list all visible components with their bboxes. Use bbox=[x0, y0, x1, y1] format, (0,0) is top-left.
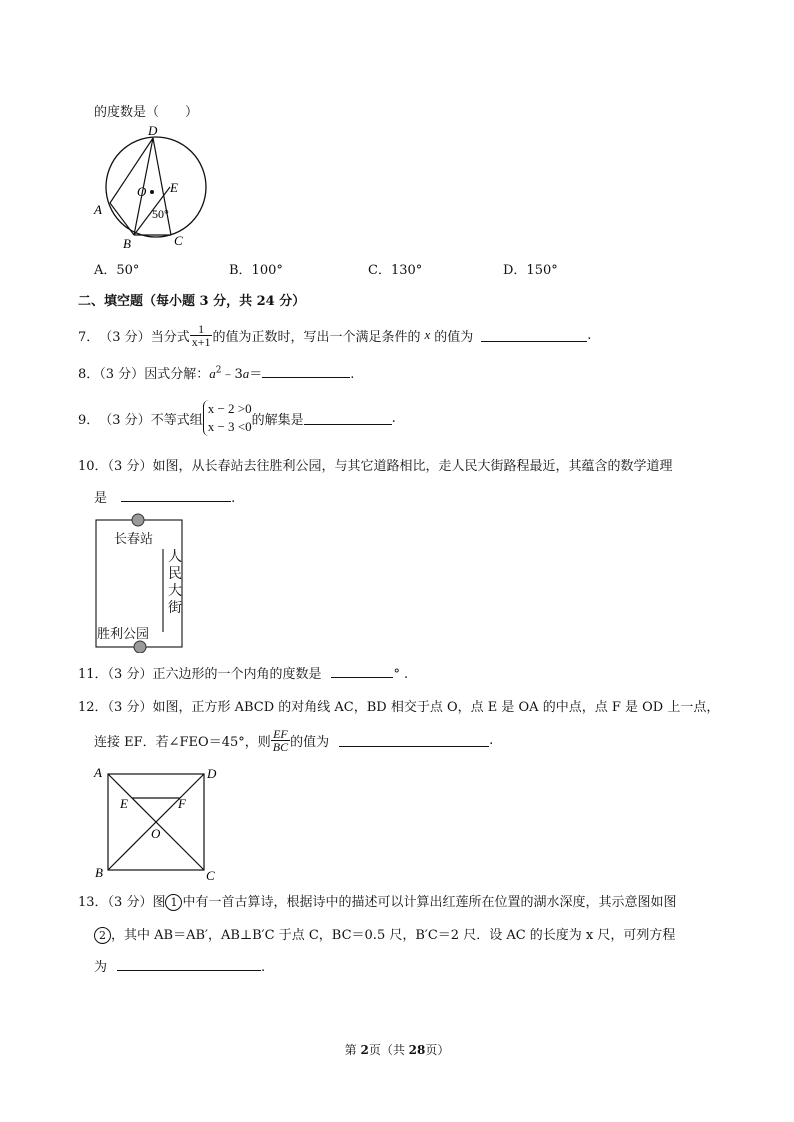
q10-map-figure bbox=[92, 513, 192, 653]
q12-fraction bbox=[271, 728, 290, 753]
park-marker bbox=[134, 641, 146, 653]
question-7 bbox=[78, 320, 591, 350]
q12-number: 12． bbox=[78, 700, 108, 715]
sq-label-D: D bbox=[207, 766, 217, 781]
station-marker bbox=[132, 514, 144, 526]
question-13-line1 bbox=[78, 891, 676, 911]
q7-pre: 当分式 bbox=[150, 329, 190, 345]
q7-post: 的值为 bbox=[434, 329, 474, 345]
section-heading: 二、填空题（每小题 3 分，共 24 分） bbox=[78, 294, 306, 309]
q12-post2: 的值为 bbox=[290, 734, 330, 750]
q6-option-a: A．50° bbox=[94, 263, 140, 278]
q13-text2: ，其中 AB＝AB′，AB⊥B′C 于点 C，BC＝0.5 尺，B′C＝2 尺．设 AC 的长度为 x 尺，可列方程 bbox=[111, 928, 676, 943]
q13-circled-2: 2 bbox=[94, 927, 111, 944]
sq-label-B: B bbox=[95, 865, 103, 880]
q7-var: x bbox=[424, 327, 431, 342]
q10-score: （3 分） bbox=[107, 459, 153, 474]
q9-line1: x − 2 >0 bbox=[207, 401, 252, 417]
q12-end: . bbox=[489, 732, 494, 748]
label-O: O bbox=[137, 184, 147, 199]
q10-end: . bbox=[231, 491, 236, 506]
page-footer: 第 2页（共 28页） bbox=[344, 1043, 450, 1057]
label-D: D bbox=[148, 123, 158, 138]
q11-unit: ° bbox=[393, 667, 400, 682]
q12-frac-num: EF bbox=[271, 728, 290, 741]
q9-number: 9． bbox=[78, 412, 100, 428]
q12-pre2: 连接 EF．若∠FEO＝45°，则 bbox=[94, 734, 271, 750]
q10-text1: 如图，从长春站去往胜利公园，与其它道路相比，走人民大街路程最近，其蕴含的数学道理 bbox=[152, 459, 673, 474]
q9-post: 的解集是 bbox=[251, 412, 304, 428]
q7-answer-blank[interactable] bbox=[481, 329, 587, 342]
footer-total-pages: 28 bbox=[408, 1043, 426, 1057]
q6-option-c: C．130° bbox=[368, 263, 423, 278]
q11-pre: 正六边形的一个内角的度数是 bbox=[152, 667, 322, 682]
question-13-line3 bbox=[94, 956, 265, 975]
q12-frac-den: BC bbox=[272, 739, 289, 754]
q10-answer-blank[interactable] bbox=[121, 489, 231, 502]
q7-fraction bbox=[190, 323, 213, 348]
question-10-line1 bbox=[78, 455, 672, 474]
question-13-line2 bbox=[94, 924, 675, 944]
center-dot bbox=[150, 190, 154, 194]
q11-score: （3 分） bbox=[107, 667, 153, 682]
q11-end: . bbox=[403, 667, 409, 682]
q13-text1a: 图 bbox=[152, 895, 166, 910]
question-11 bbox=[78, 663, 408, 682]
q12-score: （3 分） bbox=[107, 700, 153, 715]
sq-label-E: E bbox=[120, 796, 128, 811]
station-label: 长春站 bbox=[114, 532, 154, 547]
q10-number: 10． bbox=[78, 459, 108, 474]
q13-text3: 为 bbox=[94, 960, 108, 975]
footer-page-number: 2 bbox=[360, 1043, 369, 1057]
label-C: C bbox=[174, 233, 183, 248]
q13-circled-1: 1 bbox=[165, 894, 182, 911]
q8-eq: ＝ bbox=[249, 367, 263, 382]
label-B: B bbox=[123, 236, 131, 251]
question-12-line1 bbox=[78, 696, 719, 715]
question-12-line2 bbox=[94, 723, 493, 757]
q13-answer-blank[interactable] bbox=[117, 958, 261, 971]
q6-text: 的度数是（ ） bbox=[94, 105, 199, 120]
q11-number: 11． bbox=[78, 667, 108, 682]
sq-label-A: A bbox=[94, 765, 102, 780]
label-angle: 50° bbox=[152, 207, 169, 221]
q6-circle-figure bbox=[90, 122, 220, 252]
q13-score: （3 分） bbox=[107, 895, 153, 910]
q7-end: . bbox=[587, 327, 592, 343]
question-9 bbox=[78, 397, 396, 439]
q12-square-figure bbox=[90, 762, 225, 882]
label-E: E bbox=[170, 180, 178, 195]
label-A: A bbox=[94, 202, 102, 217]
sq-label-O: O bbox=[151, 826, 161, 841]
sq-label-C: C bbox=[206, 868, 215, 882]
q7-frac-den: x+1 bbox=[191, 334, 211, 349]
q8-a: a bbox=[209, 366, 216, 381]
q7-score: （3 分） bbox=[99, 329, 151, 345]
question-8 bbox=[78, 363, 354, 382]
q13-text1b: 中有一首古算诗，根据诗中的描述可以计算出红莲所在位置的湖水深度，其示意图如图 bbox=[182, 895, 677, 910]
q6-option-d: D．150° bbox=[503, 263, 558, 278]
q8-sup: 2 bbox=[215, 365, 222, 376]
q9-line2: x − 3 <0 bbox=[207, 419, 252, 434]
sq-label-F: F bbox=[178, 796, 186, 811]
q9-answer-blank[interactable] bbox=[304, 412, 392, 425]
street-label: 人 民 大 街 bbox=[168, 549, 182, 616]
q8-a2: a bbox=[242, 366, 250, 381]
q7-number: 7． bbox=[78, 329, 100, 345]
q8-rest: ﹣3 bbox=[221, 367, 243, 382]
q6-option-b: B．100° bbox=[229, 263, 283, 278]
q11-answer-blank[interactable] bbox=[331, 665, 393, 678]
park-label: 胜利公园 bbox=[97, 627, 150, 642]
question-10-line2 bbox=[94, 487, 235, 506]
q9-end: . bbox=[391, 410, 396, 426]
q8-end: . bbox=[350, 367, 355, 382]
q9-inequality-system bbox=[203, 400, 252, 435]
q12-text1: 如图，正方形 ABCD 的对角线 AC，BD 相交于点 O，点 E 是 OA 的中点，点 F 是 OD 上一点， bbox=[152, 700, 720, 715]
q7-frac-num: 1 bbox=[190, 323, 213, 336]
q8-pre: 因式分解： bbox=[144, 367, 210, 382]
q8-answer-blank[interactable] bbox=[262, 365, 350, 378]
q8-score: （3 分） bbox=[99, 367, 145, 382]
q9-score: （3 分） bbox=[99, 412, 151, 428]
q8-number: 8． bbox=[78, 367, 100, 382]
q7-mid: 的值为正数时，写出一个满足条件的 bbox=[212, 329, 421, 345]
q12-answer-blank[interactable] bbox=[339, 734, 489, 747]
q10-text2: 是 bbox=[94, 491, 108, 506]
q9-pre: 不等式组 bbox=[150, 412, 203, 428]
q13-end: . bbox=[261, 960, 266, 975]
q13-number: 13． bbox=[78, 895, 108, 910]
